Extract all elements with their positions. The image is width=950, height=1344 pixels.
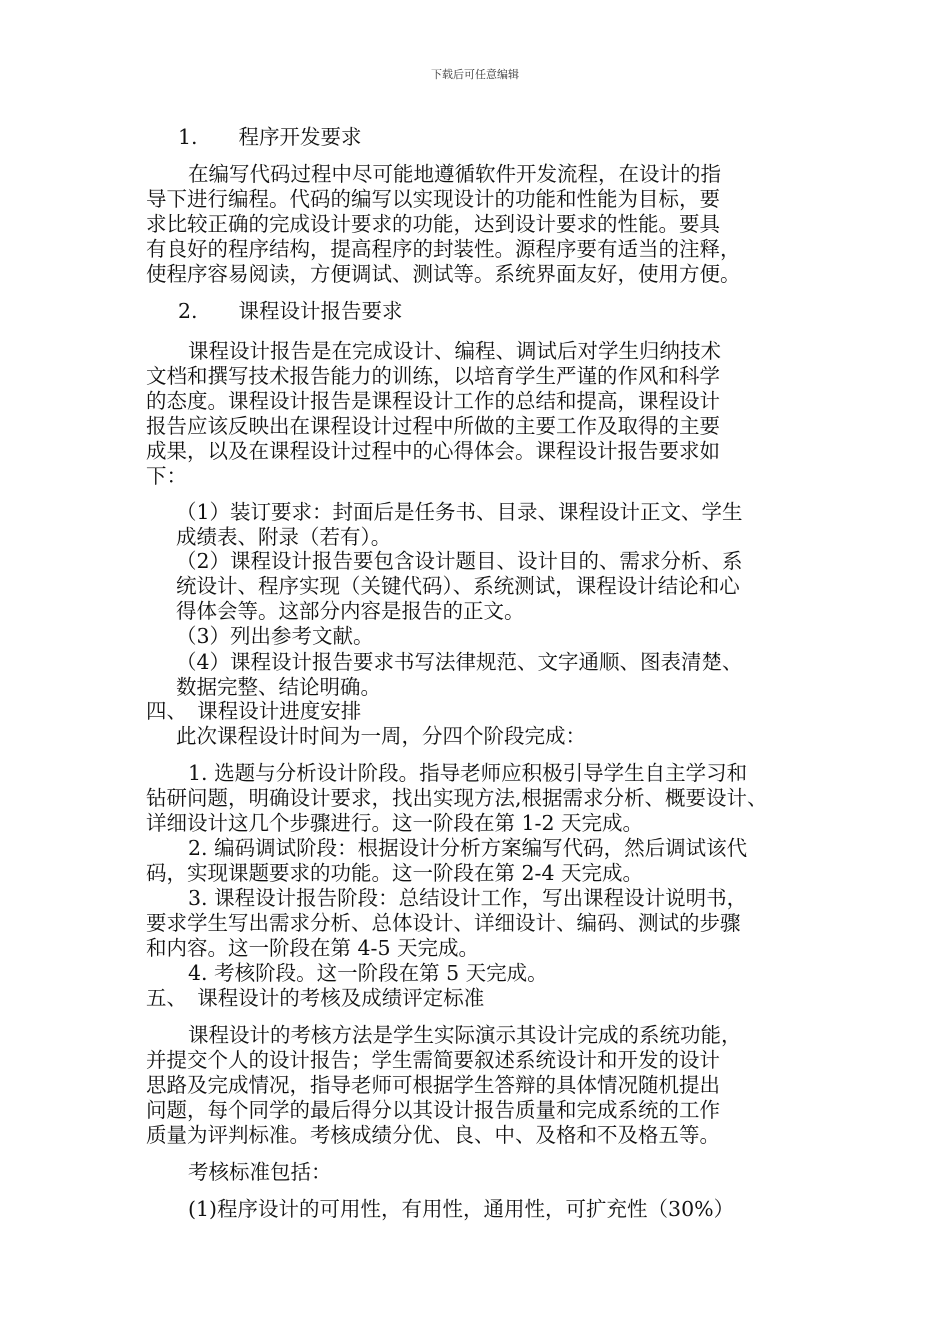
text-line: 要求学生写出需求分析、总体设计、详细设计、编码、测试的步骤 [146,911,741,935]
text-line: 思路及完成情况，指导老师可根据学生答辩的具体情况随机提出 [146,1073,720,1097]
text-line: 成果，以及在课程设计过程中的心得体会。课程设计报告要求如 [146,439,720,463]
text-line: 课程设计的考核方法是学生实际演示其设计完成的系统功能， [188,1023,742,1047]
text-line: 在编写代码过程中尽可能地遵循软件开发流程，在设计的指 [188,162,721,186]
text-line: 课程设计报告是在完成设计、编程、调试后对学生归纳技术 [188,339,721,363]
text-line: 的态度。课程设计报告是课程设计工作的总结和提高，课程设计 [146,389,720,413]
text-line: 使程序容易阅读，方便调试、测试等。系统界面友好，使用方便。 [146,262,741,286]
text-line: 五、 课程设计的考核及成绩评定标准 [146,986,485,1010]
text-line: （2）课程设计报告要包含设计题目、设计目的、需求分析、系 [176,549,743,573]
text-line: 成绩表、附录（若有）。 [176,525,392,549]
text-line: 并提交个人的设计报告；学生需简要叙述系统设计和开发的设计 [146,1048,720,1072]
text-line: 1. 程序开发要求 [178,125,362,149]
text-line: 2. 编码调试阶段：根据设计分析方案编写代码，然后调试该代 [188,836,748,860]
text-line: 得体会等。这部分内容是报告的正文。 [176,599,525,623]
text-line: 四、 课程设计进度安排 [146,699,362,723]
text-line: 导下进行编程。代码的编写以实现设计的功能和性能为目标，要 [146,187,720,211]
text-line: 统设计、程序实现（关键代码）、系统测试，课程设计结论和心 [176,574,740,598]
text-line: 文档和撰写技术报告能力的训练，以培育学生严谨的作风和科学 [146,364,720,388]
text-line: 2. 课程设计报告要求 [178,299,403,323]
text-line: 有良好的程序结构，提高程序的封装性。源程序要有适当的注释， [146,237,741,261]
text-line: 下： [146,464,187,488]
text-line: （1）装订要求：封面后是任务书、目录、课程设计正文、学生 [176,500,743,524]
text-line: 报告应该反映出在课程设计过程中所做的主要工作及取得的主要 [146,414,720,438]
text-line: 数据完整、结论明确。 [176,675,381,699]
text-line: （4）课程设计报告要求书写法律规范、文字通顺、图表清楚、 [176,650,743,674]
text-line: 求比较正确的完成设计要求的功能，达到设计要求的性能。要具 [146,212,720,236]
text-line: 此次课程设计时间为一周，分四个阶段完成： [176,724,586,748]
text-line: (1)程序设计的可用性，有用性，通用性，可扩充性（30%） [188,1197,735,1221]
text-line: （3）列出参考文献。 [176,624,374,648]
page-header: 下载后可任意编辑 [431,68,519,81]
text-line: 详细设计这几个步骤进行。这一阶段在第 1-2 天完成。 [146,811,644,835]
text-line: 考核标准包括： [188,1160,332,1184]
text-line: 4. 考核阶段。这一阶段在第 5 天完成。 [188,961,548,985]
text-line: 和内容。这一阶段在第 4-5 天完成。 [146,936,480,960]
text-line: 1. 选题与分析设计阶段。指导老师应积极引导学生自主学习和 [188,761,748,785]
text-line: 钻研问题，明确设计要求，找出实现方法,根据需求分析、概要设计、 [146,786,768,810]
text-line: 问题，每个同学的最后得分以其设计报告质量和完成系统的工作 [146,1098,720,1122]
text-line: 码，实现课题要求的功能。这一阶段在第 2-4 天完成。 [146,861,644,885]
text-line: 3. 课程设计报告阶段：总结设计工作，写出课程设计说明书， [188,886,748,910]
text-line: 质量为评判标准。考核成绩分优、良、中、及格和不及格五等。 [146,1123,720,1147]
